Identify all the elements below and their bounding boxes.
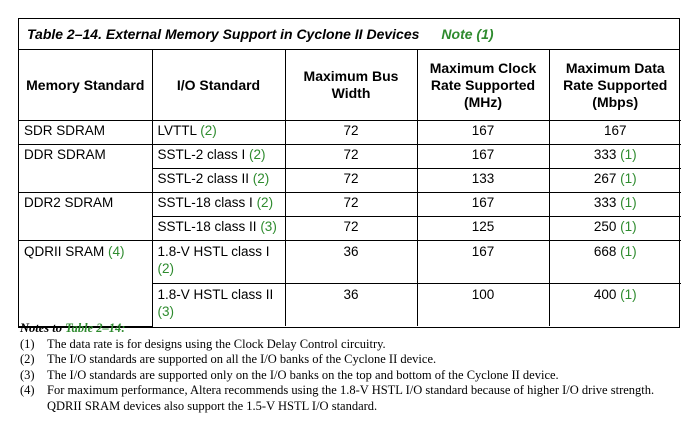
table-row [19, 121, 681, 145]
cell-note-ref[interactable]: (3) [157, 304, 174, 319]
cell-data-rate: 333 (1) [549, 145, 681, 169]
cell-data-rate: 267 (1) [549, 169, 681, 193]
cell-note-ref[interactable]: (4) [108, 244, 125, 259]
header-max-data-rate: Maximum Data Rate Supported (Mbps) [549, 50, 681, 121]
note-item [20, 383, 690, 414]
cell-note-ref[interactable]: (2) [249, 147, 266, 162]
table-body [19, 121, 681, 327]
cell-clock: 167 [417, 121, 549, 145]
table-row [19, 193, 681, 217]
note-text: The I/O standards are supported on all the I/O banks of the Cyclone II device. [47, 352, 437, 366]
notes-title: Notes to Table 2–14: [20, 321, 126, 335]
cell-data-rate: 167 [549, 121, 681, 145]
cell-io-standard: SSTL-18 class I (2) [152, 193, 285, 217]
note-item [20, 352, 690, 368]
cell-io-standard: SSTL-2 class I (2) [152, 145, 285, 169]
cell-note-ref[interactable]: (2) [252, 171, 270, 186]
table-notes [20, 321, 690, 414]
table-title-note[interactable]: Note (1) [441, 26, 494, 42]
note-number: (1) [20, 336, 35, 351]
cell-clock: 167 [417, 193, 549, 217]
header-io-standard: I/O Standard [152, 50, 285, 121]
note-item [20, 368, 690, 384]
cell-io-standard: SSTL-2 class II (2) [152, 169, 285, 193]
cell-bus: 36 [285, 284, 417, 327]
cell-note-ref[interactable]: (1) [620, 195, 637, 210]
header-row [19, 50, 681, 121]
note-item [20, 337, 690, 353]
cell-memory-standard: DDR SDRAM [19, 145, 152, 193]
note-number: (4) [20, 383, 35, 397]
cell-note-ref[interactable]: (2) [256, 195, 274, 210]
note-text: For maximum performance, Altera recommends using the 1.8-V HSTL I/O standard because of higher I/O drive strength. QDRII SRAM devices also support the 1.5-V HSTL I/O standard. [47, 383, 655, 413]
cell-note-ref[interactable]: (1) [620, 171, 637, 186]
cell-note-ref[interactable]: (2) [200, 123, 217, 138]
cell-data-rate: 668 (1) [549, 241, 681, 284]
cell-data-rate: 250 (1) [549, 217, 681, 241]
header-max-clock-rate: Maximum Clock Rate Supported (MHz) [417, 50, 549, 121]
cell-note-ref[interactable]: (1) [620, 147, 637, 162]
cell-memory-standard: SDR SDRAM [19, 121, 152, 145]
cell-bus: 72 [285, 121, 417, 145]
cell-clock: 100 [417, 284, 549, 327]
cell-note-ref[interactable]: (3) [260, 219, 277, 234]
cell-io-standard: SSTL-18 class II (3) [152, 217, 285, 241]
notes-table-ref[interactable]: Table 2–14: [65, 321, 126, 335]
notes-list [20, 337, 690, 415]
cell-data-rate: 333 (1) [549, 193, 681, 217]
cell-clock: 167 [417, 145, 549, 169]
cell-note-ref[interactable]: (1) [620, 244, 637, 259]
cell-note-ref[interactable]: (1) [620, 219, 637, 234]
table-row [19, 145, 681, 169]
note-number: (2) [20, 352, 35, 366]
cell-io-standard: 1.8-V HSTL class I (2) [152, 241, 285, 284]
cell-bus: 72 [285, 169, 417, 193]
cell-clock: 125 [417, 217, 549, 241]
cell-note-ref[interactable]: (1) [620, 287, 637, 302]
note-text: The I/O standards are supported only on the I/O banks on the top and bottom of the Cyclone II device. [47, 367, 559, 382]
note-number: (3) [20, 367, 35, 382]
cell-note-ref[interactable]: (2) [157, 261, 174, 276]
cell-bus: 72 [285, 145, 417, 169]
cell-clock: 133 [417, 169, 549, 193]
header-max-bus-width: Maximum Bus Width [285, 50, 417, 121]
cell-bus: 72 [285, 193, 417, 217]
note-text: The data rate is for designs using the Clock Delay Control circuitry. [47, 336, 386, 351]
table-caption [19, 19, 679, 50]
cell-bus: 72 [285, 217, 417, 241]
cell-io-standard: 1.8-V HSTL class II (3) [152, 284, 285, 327]
cell-bus: 36 [285, 241, 417, 284]
cell-clock: 167 [417, 241, 549, 284]
cell-io-standard: LVTTL (2) [152, 121, 285, 145]
table-title: Table 2–14. External Memory Support in Cyclone II Devices [27, 26, 420, 42]
data-table [19, 50, 681, 327]
table-row [19, 241, 681, 284]
cell-memory-standard: DDR2 SDRAM [19, 193, 152, 241]
cell-memory-standard: QDRII SRAM (4) [19, 241, 152, 327]
cell-data-rate: 400 (1) [549, 284, 681, 327]
memory-support-table [18, 18, 680, 328]
header-memory-standard: Memory Standard [19, 50, 152, 121]
